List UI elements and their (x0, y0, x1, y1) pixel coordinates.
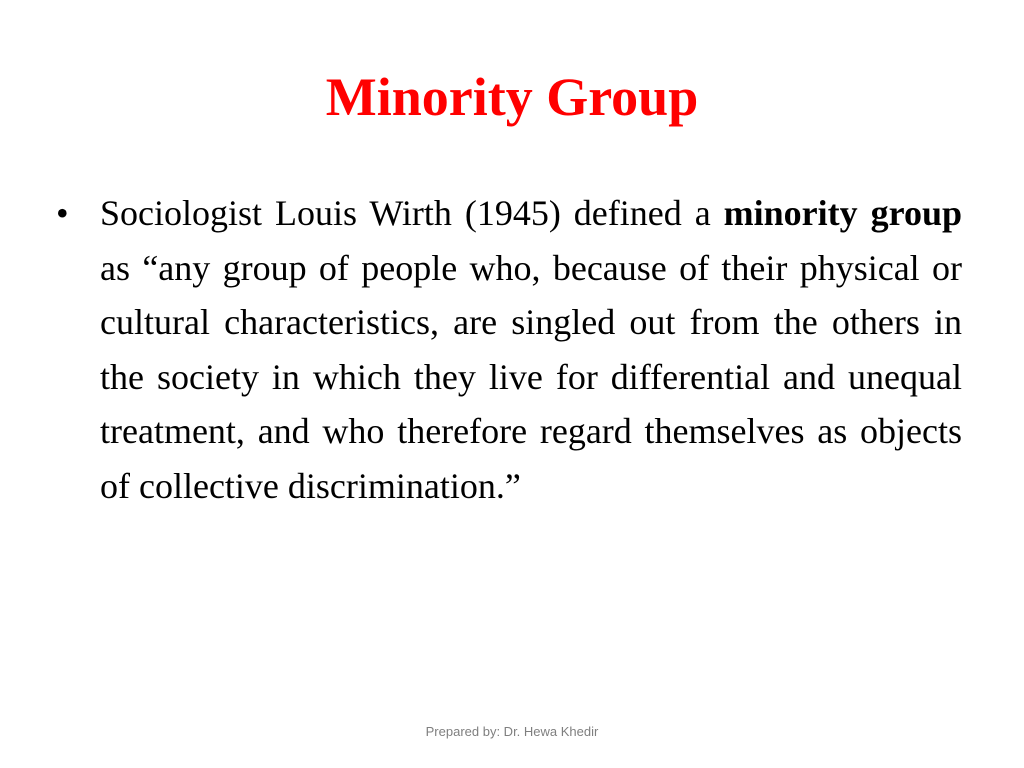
slide-content (56, 186, 962, 513)
slide-footer: Prepared by: Dr. Hewa Khedir (425, 724, 599, 739)
bullet-marker: • (56, 193, 69, 233)
bullet-item (56, 186, 962, 513)
bullet-text-after: as “any group of people who, because of their physical or cultural characteristics, are singled out from the others in the society in which they live for differential and unequal treatment, and who therefore regard themselves as objects of collective discrimination.” (100, 247, 962, 506)
slide-title: Minority Group (325, 67, 699, 127)
bullet-bold-term: minority group (723, 193, 962, 233)
bullet-text-before: Sociologist Louis Wirth (1945) defined a (100, 193, 711, 233)
